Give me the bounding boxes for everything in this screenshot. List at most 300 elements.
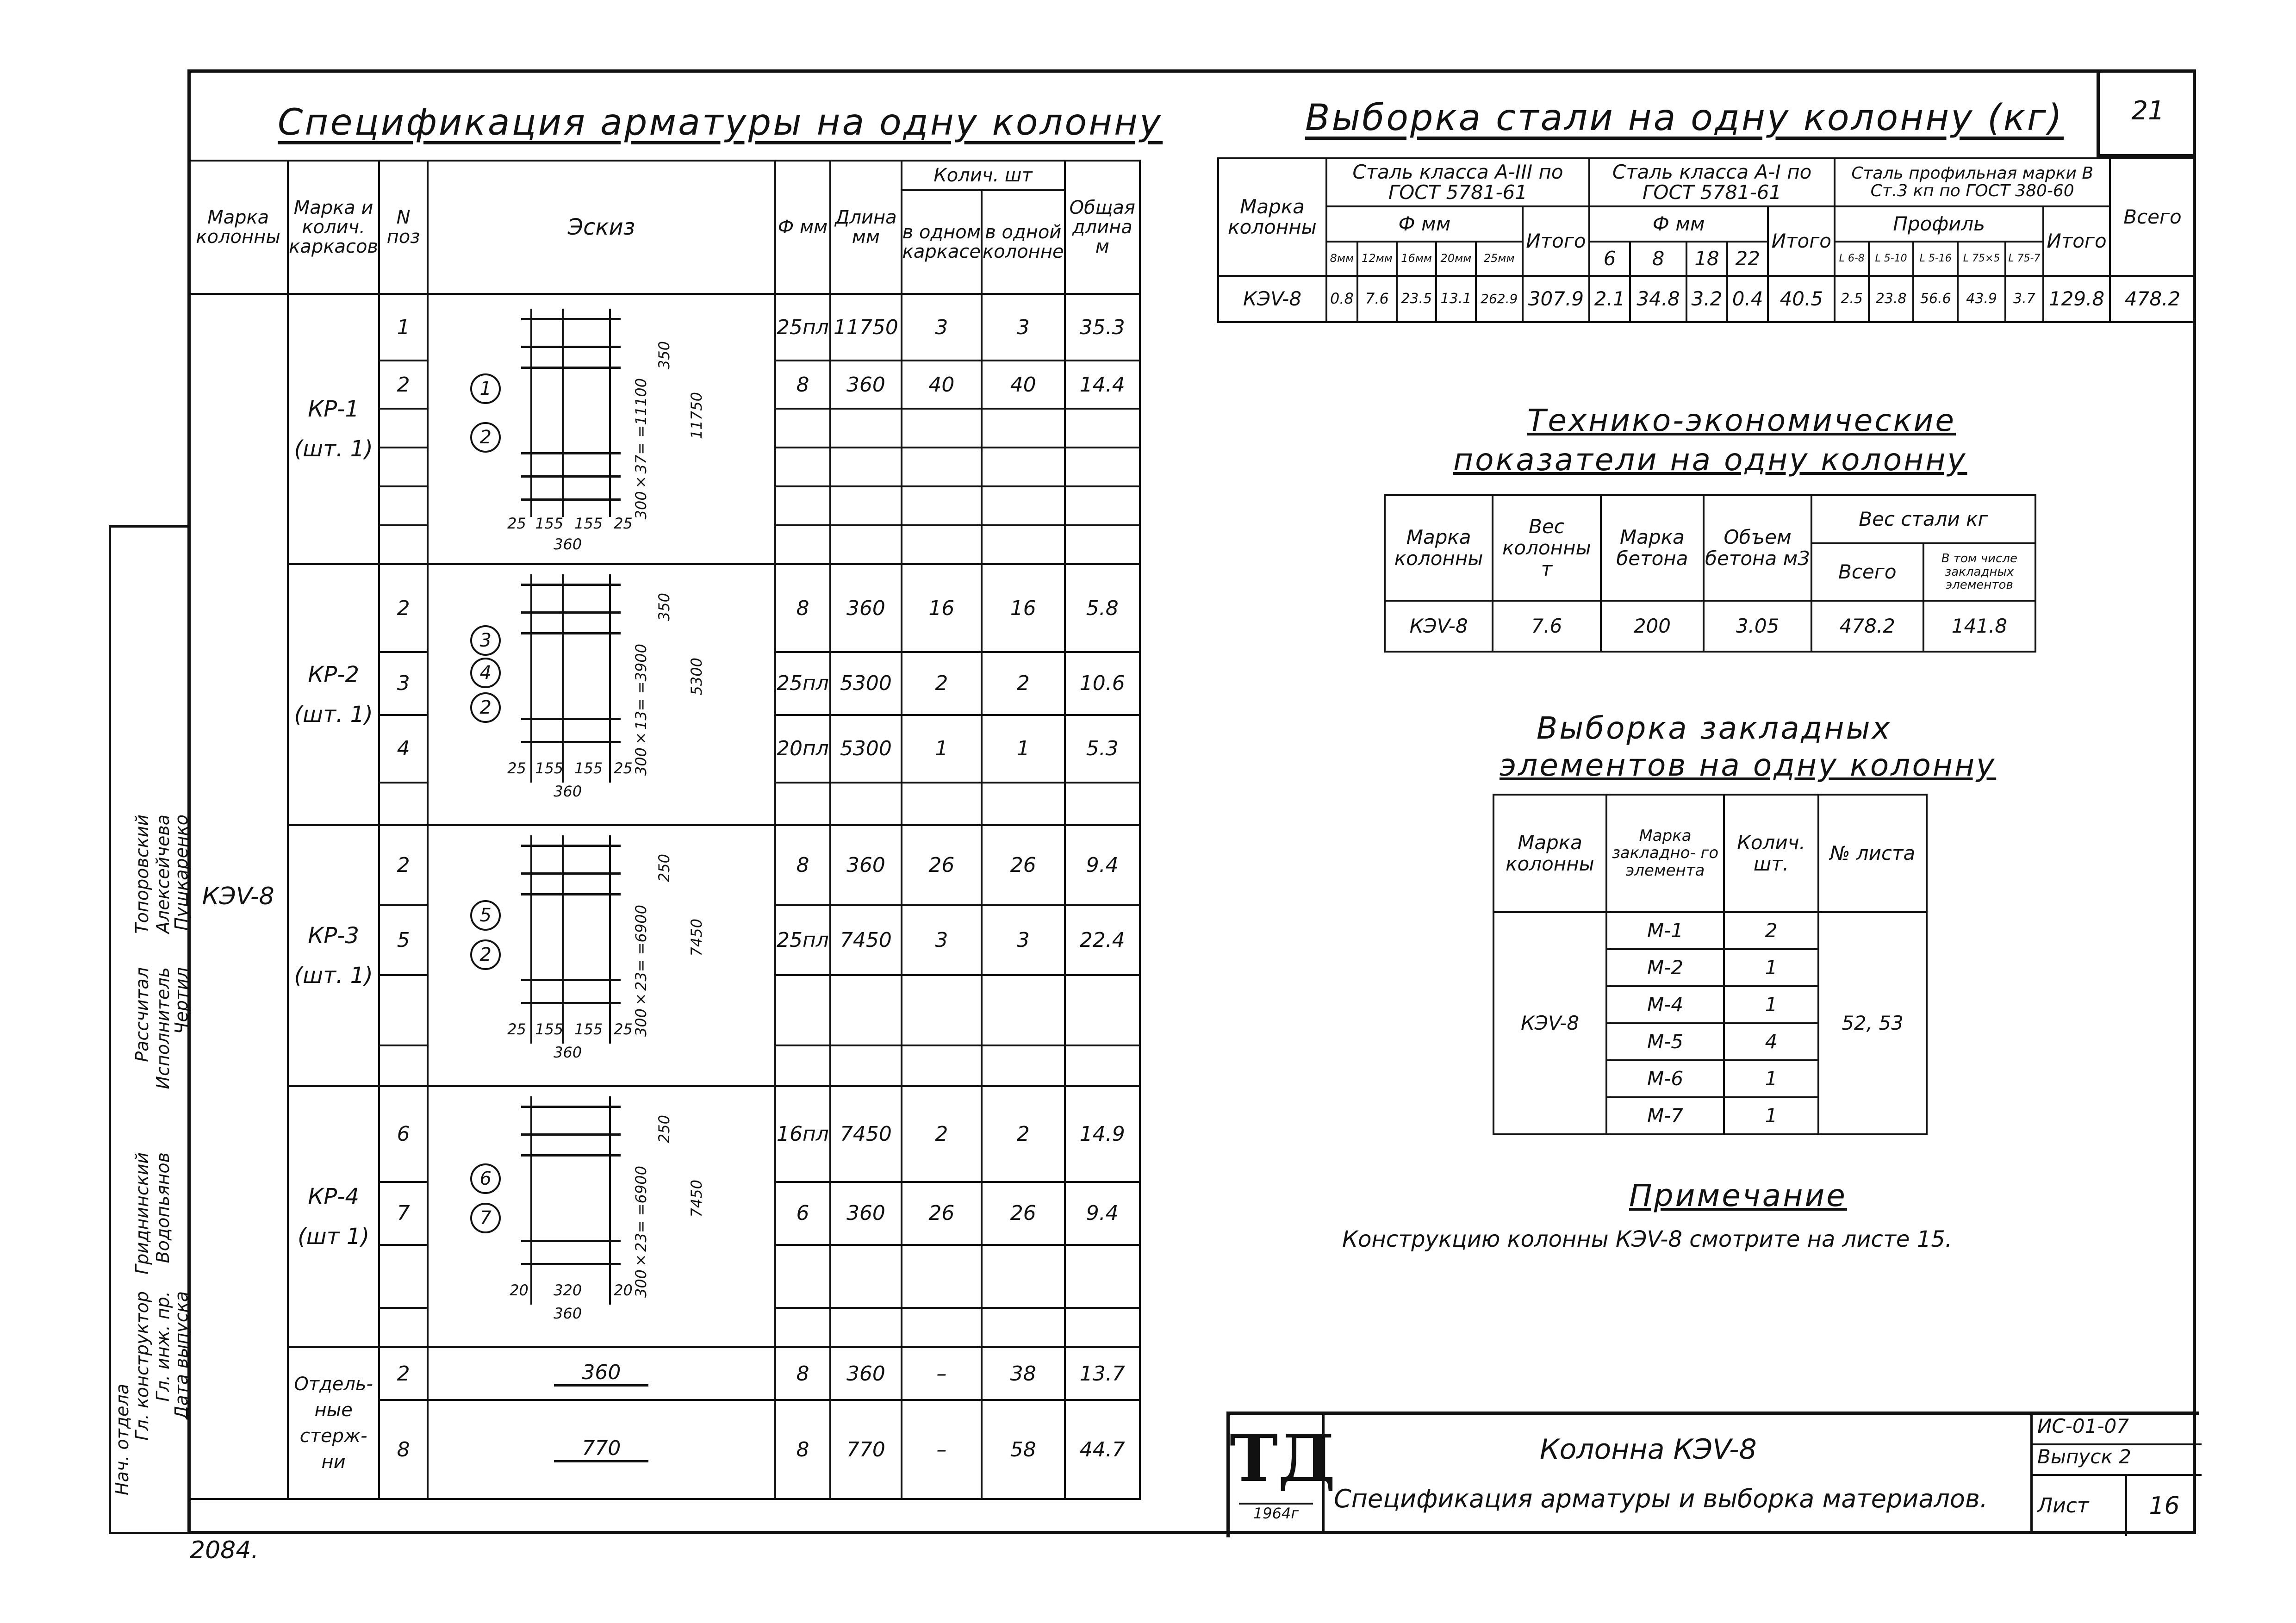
dia-cell: 8 (775, 361, 831, 409)
total-cell: 5.8 (1065, 564, 1140, 652)
empty-cell (379, 448, 428, 486)
steel-prof-val: 43.9 (1958, 276, 2005, 322)
dim-d: 25 (614, 515, 633, 532)
rebar-line (521, 584, 621, 586)
role-label: Гл. конструктор (132, 1291, 152, 1441)
empty-cell (830, 1245, 901, 1308)
steel-a1-sum: 40.5 (1768, 276, 1835, 322)
header-quantity: Колич. шт (902, 161, 1065, 190)
frame-mark: КР-1 (308, 396, 360, 422)
a1-col: 18 (1686, 242, 1727, 276)
position-bubble: 2 (470, 939, 501, 970)
header-diameter: Ф мм (775, 161, 831, 294)
qty-frame-cell: 1 (902, 715, 982, 783)
emb-qty: 1 (1724, 986, 1818, 1023)
rebar-line (530, 835, 532, 1044)
frame-count: (шт. 1) (294, 436, 373, 462)
a3-col: 12мм (1357, 242, 1397, 276)
steel-prof-val: 3.7 (2005, 276, 2043, 322)
empty-cell (902, 783, 982, 825)
emb-element: М-7 (1606, 1097, 1724, 1134)
dim-c: 20 (614, 1281, 633, 1299)
qty-col-cell: 58 (982, 1400, 1065, 1499)
title-block (1226, 1412, 2199, 1537)
dim-width: 360 (554, 535, 582, 553)
steel-a3-val: 13.1 (1436, 276, 1475, 322)
stamp-sheet-number: 16 (2149, 1492, 2180, 1520)
pos-cell: 8 (379, 1400, 428, 1499)
header-column-mark: Марка колонны (188, 161, 288, 294)
frame-sketch-1 (429, 299, 774, 559)
total-cell: 9.4 (1065, 825, 1140, 905)
rebar-line (521, 718, 621, 720)
position-bubble: 6 (470, 1163, 501, 1194)
steel-a1-val: 34.8 (1630, 276, 1686, 322)
dim-b: 155 (535, 515, 564, 532)
empty-cell (830, 525, 901, 564)
empty-cell (902, 1245, 982, 1308)
qty-frame-cell: – (902, 1347, 982, 1400)
rebar-line (521, 741, 621, 743)
dia-cell: 8 (775, 1347, 831, 1400)
a3-col: 8мм (1326, 242, 1357, 276)
empty-cell (902, 409, 982, 448)
empty-cell (830, 975, 901, 1045)
steel-a3-val: 262.9 (1476, 276, 1523, 322)
note-text: Конструкцию колонны КЭV-8 смотрите на листе 15. (1342, 1226, 1953, 1252)
steel-prof-sum: 129.8 (2043, 276, 2110, 322)
empty-cell (830, 1045, 901, 1086)
emb-h-element: Марка закладно- го элемента (1606, 795, 1724, 912)
steel-a1-val: 3.2 (1686, 276, 1727, 322)
dim-top: 250 (655, 854, 673, 883)
empty-cell (775, 783, 831, 825)
approval-block (109, 525, 192, 1534)
rebar-spec-table (187, 160, 1141, 1500)
position-bubble: 2 (470, 692, 501, 723)
empty-cell (830, 448, 901, 486)
len-cell: 360 (830, 825, 901, 905)
steel-prof-val: 2.5 (1835, 276, 1869, 322)
dia-cell: 25пл (775, 905, 831, 976)
logo-mark: ТД (1230, 1421, 1336, 1497)
qty-col-cell: 2 (982, 652, 1065, 715)
dia-cell: 6 (775, 1182, 831, 1245)
tep-weight: 7.6 (1493, 601, 1600, 652)
steel-total: 478.2 (2110, 276, 2195, 322)
dim-a: 25 (507, 515, 526, 532)
qty-frame-cell: – (902, 1400, 982, 1499)
total-cell: 22.4 (1065, 905, 1140, 976)
qty-frame-cell: 26 (902, 825, 982, 905)
steel-h-a1: Сталь класса А-I по ГОСТ 5781-61 (1589, 158, 1835, 206)
rebar-line (521, 1240, 621, 1242)
position-bubble: 4 (470, 658, 501, 688)
steel-prof-val: 56.6 (1913, 276, 1958, 322)
a1-col: 8 (1630, 242, 1686, 276)
empty-cell (902, 525, 982, 564)
frame-mark: КР-2 (308, 661, 360, 688)
emb-qty: 1 (1724, 1097, 1818, 1134)
dim-height: 11750 (688, 392, 706, 439)
rebar-line (609, 835, 611, 1044)
frame-sketch-2 (429, 565, 774, 824)
emb-element: М-2 (1606, 949, 1724, 986)
steel-h-prof: Сталь профильная марки В Ст.3 кп по ГОСТ 380-60 (1835, 158, 2110, 206)
sketch-cell (428, 1400, 775, 1499)
dia-cell: 8 (775, 825, 831, 905)
len-cell: 5300 (830, 715, 901, 783)
bar-label: 770 (554, 1436, 648, 1462)
steel-h-a1-sum: Итого (1768, 206, 1835, 276)
empty-cell (982, 1045, 1065, 1086)
rebar-line (521, 475, 621, 478)
empty-cell (902, 1308, 982, 1347)
qty-col-cell: 3 (982, 905, 1065, 976)
frame-sketch-3 (429, 826, 774, 1085)
tep-steel-embedded: 141.8 (1923, 601, 2035, 652)
prof-col: L 6-8 (1835, 242, 1869, 276)
position-bubble: 3 (470, 625, 501, 656)
tep-h-weight: Вес колонны т (1493, 495, 1600, 601)
dim-height: 7450 (688, 919, 706, 957)
frame-mark: КР-4 (308, 1183, 360, 1210)
empty-cell (982, 783, 1065, 825)
len-cell: 5300 (830, 652, 901, 715)
empty-cell (982, 409, 1065, 448)
empty-cell (379, 409, 428, 448)
empty-cell (775, 525, 831, 564)
position-bubble: 1 (470, 373, 501, 404)
dim-width: 360 (554, 1044, 582, 1061)
pos-cell: 4 (379, 715, 428, 783)
steel-row-mark: КЭV-8 (1218, 276, 1326, 322)
position-bubble: 2 (470, 422, 501, 453)
empty-cell (775, 409, 831, 448)
pos-cell: 2 (379, 1347, 428, 1400)
sketch-cell (428, 294, 775, 564)
frame-mark-cell (288, 564, 379, 825)
steel-h-a3: Сталь класса А-III по ГОСТ 5781-61 (1326, 158, 1589, 206)
note-title: Примечание (1629, 1178, 1847, 1213)
empty-cell (775, 448, 831, 486)
role-label: Гл. инж. пр. (153, 1291, 173, 1402)
steel-a3-sum: 307.9 (1523, 276, 1589, 322)
pos-cell: 7 (379, 1182, 428, 1245)
separate-bars-cell: Отдель- ные стерж- ни (288, 1347, 379, 1499)
qty-col-cell: 16 (982, 564, 1065, 652)
dia-cell: 20пл (775, 715, 831, 783)
sketch-cell (428, 1086, 775, 1347)
embedded-table (1493, 794, 1928, 1135)
pos-cell: 5 (379, 905, 428, 976)
stamp-sheet-label: Лист (2033, 1476, 2127, 1536)
role-label: Чертил (171, 967, 192, 1034)
rebar-line (521, 632, 621, 634)
dim-top: 350 (655, 341, 673, 370)
qty-col-cell: 3 (982, 294, 1065, 361)
empty-cell (775, 1245, 831, 1308)
qty-col-cell: 26 (982, 825, 1065, 905)
len-cell: 360 (830, 1182, 901, 1245)
qty-col-cell: 2 (982, 1086, 1065, 1182)
role-label: Исполнитель (153, 967, 173, 1089)
steel-a1-val: 0.4 (1727, 276, 1768, 322)
dim-c: 155 (574, 1020, 603, 1038)
person-name: Топоровский (132, 815, 152, 934)
header-total-length: Общая длина м (1065, 161, 1140, 294)
tep-title-1: Технико-экономические (1527, 403, 1956, 438)
steel-h-profile: Профиль (1835, 206, 2043, 242)
empty-cell (902, 975, 982, 1045)
person-name: Гриднинский (132, 1152, 152, 1275)
dim-a: 25 (507, 1020, 526, 1038)
rebar-line (521, 979, 621, 981)
logo-year: 1964г (1239, 1503, 1313, 1522)
dim-height: 7450 (688, 1180, 706, 1218)
rebar-line (521, 346, 621, 348)
empty-cell (1065, 783, 1140, 825)
rebar-line (521, 1133, 621, 1136)
frame-count: (шт. 1) (294, 963, 373, 989)
person-name: Алексейчева (153, 815, 173, 934)
dia-cell: 16пл (775, 1086, 831, 1182)
dim-top: 350 (655, 593, 673, 622)
column-mark-cell: КЭV-8 (188, 294, 288, 1499)
empty-cell (775, 1045, 831, 1086)
tep-h-embedded: В том числе закладных элементов (1923, 543, 2035, 601)
steel-a3-val: 0.8 (1326, 276, 1357, 322)
empty-cell (1065, 1308, 1140, 1347)
qty-frame-cell: 40 (902, 361, 982, 409)
empty-cell (1065, 409, 1140, 448)
emb-h-qty: Колич. шт. (1724, 795, 1818, 912)
logo (1230, 1415, 1336, 1534)
dim-b: 320 (554, 1281, 582, 1299)
steel-h-dia2: Ф мм (1589, 206, 1768, 242)
len-cell: 360 (830, 361, 901, 409)
total-cell: 35.3 (1065, 294, 1140, 361)
rebar-line (609, 309, 611, 517)
a3-col: 25мм (1476, 242, 1523, 276)
qty-col-cell: 1 (982, 715, 1065, 783)
steel-selection-table (1217, 157, 2196, 323)
rebar-line (521, 1154, 621, 1157)
empty-cell (902, 448, 982, 486)
frame-mark-cell (288, 825, 379, 1086)
qty-frame-cell: 2 (902, 1086, 982, 1182)
emb-h-sheet: № листа (1818, 795, 1927, 912)
rebar-line (521, 872, 621, 875)
frame-count: (шт 1) (298, 1224, 370, 1250)
empty-cell (1065, 975, 1140, 1045)
rebar-line (609, 1096, 611, 1305)
empty-cell (982, 525, 1065, 564)
rebar-line (562, 574, 564, 783)
dim-top: 250 (655, 1115, 673, 1144)
person-name: Пушкаренко (171, 815, 192, 931)
rebar-line (521, 845, 621, 847)
rebar-line (521, 367, 621, 369)
dim-c: 155 (574, 515, 603, 532)
steel-h-dia: Ф мм (1326, 206, 1523, 242)
dim-c: 155 (574, 759, 603, 777)
emb-sheet: 52, 53 (1818, 912, 1927, 1134)
sheet-number-box (2097, 69, 2196, 157)
empty-cell (379, 525, 428, 564)
position-bubble: 5 (470, 900, 501, 931)
dim-step: 300×23= =6900 (632, 905, 650, 1037)
role-label: Рассчитал (132, 967, 152, 1062)
embedded-title-1: Выборка закладных (1537, 710, 1892, 746)
sketch-cell (428, 825, 775, 1086)
empty-cell (379, 1308, 428, 1347)
person-name: Водопьянов (153, 1152, 173, 1263)
pos-cell: 2 (379, 825, 428, 905)
total-cell: 14.4 (1065, 361, 1140, 409)
tep-steel-total: 478.2 (1811, 601, 1923, 652)
sheet-number: 21 (2131, 96, 2165, 126)
steel-title: Выборка стали на одну колонну (кг) (1305, 97, 2064, 139)
rebar-line (521, 893, 621, 895)
rebar-line (521, 498, 621, 501)
header-length: Длина мм (830, 161, 901, 294)
steel-prof-val: 23.8 (1869, 276, 1913, 322)
pos-cell: 2 (379, 564, 428, 652)
prof-col: L 5-16 (1913, 242, 1958, 276)
empty-cell (379, 1045, 428, 1086)
empty-cell (982, 1308, 1065, 1347)
archive-number: 2084. (190, 1536, 259, 1564)
dia-cell: 25пл (775, 652, 831, 715)
rebar-line (609, 574, 611, 783)
emb-element: М-4 (1606, 986, 1724, 1023)
header-qty-column: в одной колонне (982, 190, 1065, 294)
tep-h-steel: Вес стали кг (1811, 495, 2035, 543)
stamp-issue: Выпуск 2 (2033, 1445, 2202, 1476)
len-cell: 7450 (830, 905, 901, 976)
prof-col: L 5-10 (1869, 242, 1913, 276)
empty-cell (982, 975, 1065, 1045)
empty-cell (830, 1308, 901, 1347)
rebar-line (521, 611, 621, 614)
tep-h-mark: Марка колонны (1385, 495, 1493, 601)
empty-cell (1065, 1245, 1140, 1308)
pos-cell: 3 (379, 652, 428, 715)
qty-frame-cell: 3 (902, 294, 982, 361)
pos-cell: 6 (379, 1086, 428, 1182)
len-cell: 770 (830, 1400, 901, 1499)
frame-mark-cell (288, 294, 379, 564)
frame-count: (шт. 1) (294, 702, 373, 728)
steel-a3-val: 23.5 (1397, 276, 1436, 322)
tep-h-volume: Объем бетона м3 (1704, 495, 1811, 601)
dia-cell: 25пл (775, 294, 831, 361)
total-cell: 14.9 (1065, 1086, 1140, 1182)
emb-element: М-5 (1606, 1023, 1724, 1060)
total-cell: 13.7 (1065, 1347, 1140, 1400)
stamp-line2: Спецификация арматуры и выборка материалов. (1334, 1484, 1988, 1513)
steel-a3-val: 7.6 (1357, 276, 1397, 322)
a3-col: 16мм (1397, 242, 1436, 276)
rebar-line (521, 318, 621, 320)
qty-col-cell: 40 (982, 361, 1065, 409)
prof-col: L 75×5 (1958, 242, 2005, 276)
tep-mark: КЭV-8 (1385, 601, 1493, 652)
dim-width: 360 (554, 1305, 582, 1322)
steel-a1-val: 2.1 (1589, 276, 1630, 322)
a3-col: 20мм (1436, 242, 1475, 276)
empty-cell (1065, 486, 1140, 525)
dim-b: 155 (535, 759, 564, 777)
frame-sketch-4 (429, 1087, 774, 1346)
empty-cell (902, 486, 982, 525)
emb-element: М-1 (1606, 912, 1724, 949)
rebar-line (530, 309, 532, 517)
steel-h-total: Всего (2110, 158, 2195, 276)
rebar-line (521, 1263, 621, 1265)
header-position: N поз (379, 161, 428, 294)
steel-h-prof-sum: Итого (2043, 206, 2110, 276)
total-cell: 9.4 (1065, 1182, 1140, 1245)
empty-cell (775, 486, 831, 525)
dia-cell: 8 (775, 1400, 831, 1499)
header-frame-mark: Марка и колич. каркасов (288, 161, 379, 294)
len-cell: 7450 (830, 1086, 901, 1182)
emb-qty: 1 (1724, 949, 1818, 986)
role-label: Дата выпуска (171, 1291, 192, 1420)
steel-h-a3-sum: Итого (1523, 206, 1589, 276)
stamp-right (2030, 1415, 2202, 1534)
tep-table (1384, 494, 2036, 653)
total-cell: 44.7 (1065, 1400, 1140, 1499)
prof-col: L 75-7 (2005, 242, 2043, 276)
a1-col: 6 (1589, 242, 1630, 276)
spec-title: Спецификация арматуры на одну колонну (278, 102, 1163, 143)
emb-qty: 2 (1724, 912, 1818, 949)
total-cell: 5.3 (1065, 715, 1140, 783)
frame-mark: КР-3 (308, 922, 360, 949)
dim-a: 25 (507, 759, 526, 777)
empty-cell (379, 1245, 428, 1308)
steel-h-mark: Марка колонны (1218, 158, 1326, 276)
empty-cell (830, 409, 901, 448)
dim-b: 155 (535, 1020, 564, 1038)
dim-a: 20 (510, 1281, 529, 1299)
a1-col: 22 (1727, 242, 1768, 276)
tep-volume: 3.05 (1704, 601, 1811, 652)
dim-step: 300×13= =3900 (632, 644, 650, 776)
tep-title-2: показатели на одну колонну (1453, 442, 1967, 478)
position-bubble: 7 (470, 1203, 501, 1233)
dim-height: 5300 (688, 658, 706, 696)
qty-frame-cell: 16 (902, 564, 982, 652)
emb-qty: 1 (1724, 1060, 1818, 1097)
header-qty-frame: в одном каркасе (902, 190, 982, 294)
empty-cell (982, 486, 1065, 525)
rebar-line (530, 1096, 532, 1305)
pos-cell: 1 (379, 294, 428, 361)
total-cell: 10.6 (1065, 652, 1140, 715)
rebar-line (521, 452, 621, 454)
stamp-sheet-row (2033, 1476, 2202, 1536)
header-sketch: Эскиз (428, 161, 775, 294)
empty-cell (775, 1308, 831, 1347)
len-cell: 11750 (830, 294, 901, 361)
empty-cell (830, 486, 901, 525)
len-cell: 360 (830, 1347, 901, 1400)
stamp-line1: Колонна КЭV-8 (1540, 1433, 1757, 1466)
